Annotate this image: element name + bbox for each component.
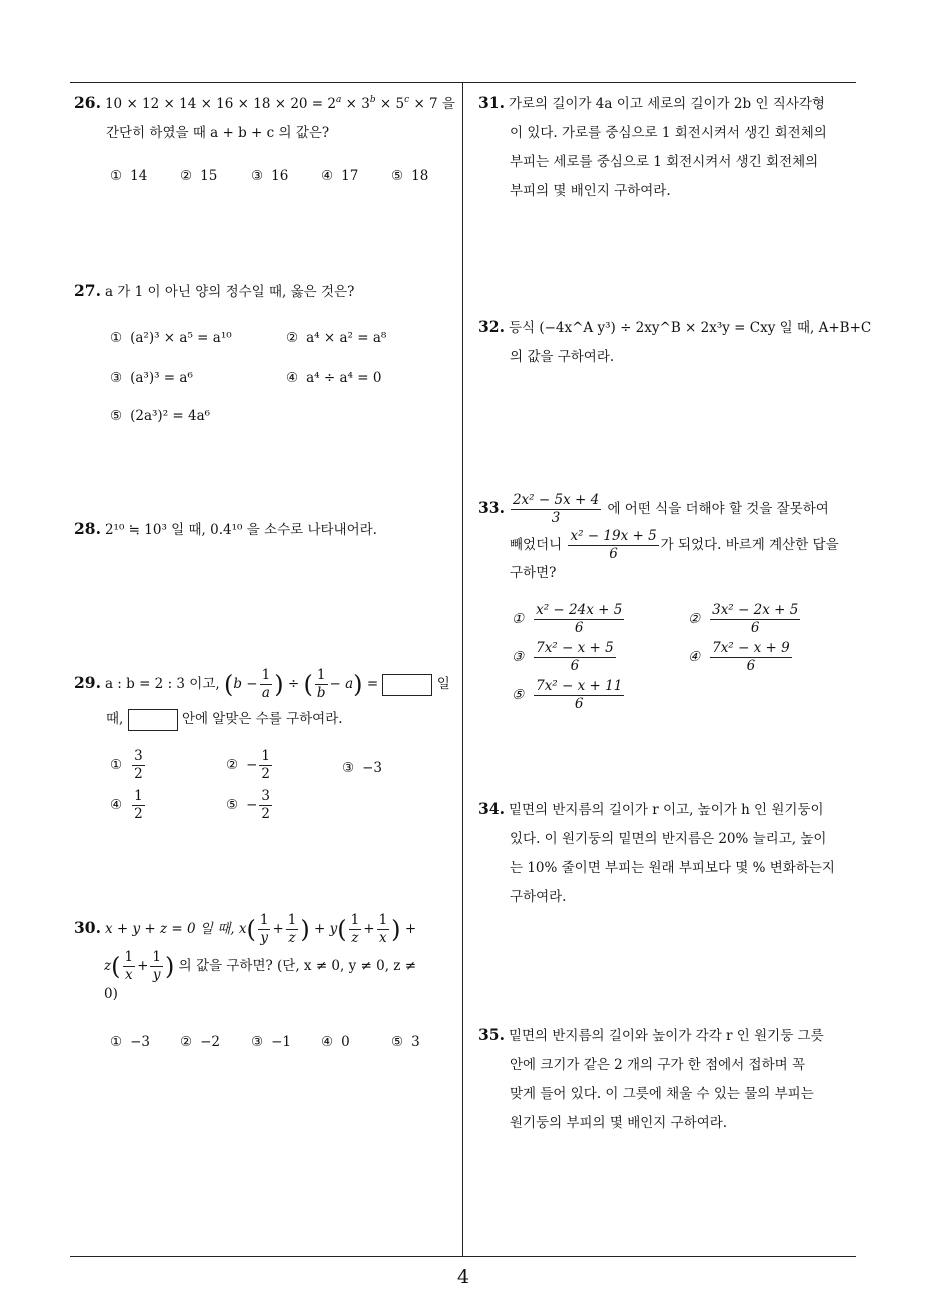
option-2[interactable]: ② 15 bbox=[180, 168, 218, 184]
option-1[interactable]: ① $\frac{3}{2}$ bbox=[110, 748, 143, 782]
question-26 bbox=[74, 88, 458, 148]
answer-box[interactable] bbox=[382, 674, 432, 696]
option-2[interactable]: ② − $\frac{1}{2}$ bbox=[226, 748, 271, 782]
question-number: 27. bbox=[74, 281, 101, 300]
option-5[interactable]: ⑤ $\frac{\text{7x² − x + 11}}{6}$ bbox=[512, 678, 623, 712]
q29-line2: 때, 안에 알맞은 수를 구하여라. bbox=[74, 702, 460, 736]
option-4[interactable]: ④ a⁴ ÷ a⁴ = 0 bbox=[286, 370, 382, 386]
option-3[interactable]: ③ 16 bbox=[251, 168, 289, 184]
question-27 bbox=[74, 276, 458, 307]
question-31: 31. 가로의 길이가 4a 이고 세로의 길이가 2b 인 직사각형 이 있다. 가로를 중심으로 1 회전시켜서 생긴 회전체의 부피는 세로를 중심으로 1 회전시켜서 생긴 회전체의 부피의 몇 배인지 구하여라. bbox=[478, 93, 827, 199]
question-number: 26. bbox=[74, 93, 101, 112]
question-32: 32. 등식 (−4x^A y³) ÷ 2xy^B × 2x³y = Cxy 일 때, A+B+C 의 값을 구하여라. bbox=[478, 317, 872, 365]
question-29: 29. a : b = 2 : 3 이고, (b − $\frac{1}{a}$ ) ÷ ( $\frac{1}{b}$ − a) = 일 때, 안에 알맞은 수를 구하여라. bbox=[74, 666, 460, 736]
q27-text: a 가 1 이 아닌 양의 정수일 때, 옳은 것은? bbox=[104, 284, 355, 300]
q26-line2: 간단히 하였을 때 a + b + c 의 값은? bbox=[106, 125, 330, 141]
option-5[interactable]: ⑤ − $\frac{3}{2}$ bbox=[226, 788, 271, 822]
question-number: 34. bbox=[478, 799, 505, 818]
option-3[interactable]: ③ $\frac{\text{7x² − x + 5}}{6}$ bbox=[512, 640, 614, 674]
option-4[interactable]: ④ 17 bbox=[321, 168, 359, 184]
option-2[interactable]: ② a⁴ × a² = a⁸ bbox=[286, 330, 387, 346]
option-4[interactable]: ④ $\frac{1}{2}$ bbox=[110, 788, 143, 822]
q29-ratio: a : b = 2 : 3 이고, bbox=[104, 676, 220, 692]
column-divider bbox=[462, 82, 463, 1256]
option-3[interactable]: ③ (a³)³ = a⁶ bbox=[110, 370, 193, 386]
question-number: 28. bbox=[74, 519, 101, 538]
question-30: 30. x + y + z = 0 일 때, x( $\frac{1}{y}$ + $\frac{1}{z}$ ) + y( $\frac{1}{z}$ + $\frac{1}{x}$ ) + z( $\frac{1}{x}$ + $\frac{1}{y}$ ) 의 값을 구하면? (단, x ≠ 0, y ≠ 0, z ≠ 0) bbox=[74, 910, 460, 1004]
page-number: 4 bbox=[456, 1266, 470, 1288]
question-34: 34. 밑면의 반지름의 길이가 r 이고, 높이가 h 인 원기둥이 있다. 이 원기둥의 밑면의 반지름은 20% 늘리고, 높이 는 10% 줄이면 부피는 원래 부피보다 몇 % 변화하는지 구하여라. bbox=[478, 799, 835, 905]
fraction: $\frac{1}{b}$ bbox=[316, 667, 326, 701]
question-28 bbox=[74, 514, 458, 545]
option-2[interactable]: ② −2 bbox=[180, 1034, 221, 1050]
option-4[interactable]: ④ $\frac{\text{7x² − x + 9}}{6}$ bbox=[688, 640, 790, 674]
option-1[interactable]: ① 14 bbox=[110, 168, 148, 184]
question-number: 29. bbox=[74, 673, 101, 692]
question-number: 32. bbox=[478, 317, 505, 336]
q30-tail2: 0) bbox=[104, 986, 118, 1002]
option-1[interactable]: ① $\frac{\text{x² − 24x + 5}}{6}$ bbox=[512, 602, 623, 636]
option-5[interactable]: ⑤ 3 bbox=[391, 1034, 420, 1050]
option-3[interactable]: ③ −1 bbox=[251, 1034, 292, 1050]
question-number: 30. bbox=[74, 918, 101, 937]
q30-tail: 의 값을 구하면? (단, x ≠ 0, y ≠ 0, z ≠ bbox=[178, 957, 417, 974]
question-number: 31. bbox=[478, 93, 505, 112]
question-35: 35. 밑면의 반지름의 길이와 높이가 각각 r 인 원기둥 그릇 안에 크기가 같은 2 개의 구가 한 점에서 접하며 꼭 맞게 들어 있다. 이 그릇에 채울 수 있는 물의 부피는 원기둥의 부피의 몇 배인지 구하여라. bbox=[478, 1025, 824, 1131]
option-5[interactable]: ⑤ 18 bbox=[391, 168, 429, 184]
top-rule bbox=[70, 82, 856, 83]
option-3[interactable]: ③ −3 bbox=[342, 760, 383, 776]
bottom-rule bbox=[70, 1256, 856, 1257]
question-number: 33. bbox=[478, 498, 505, 517]
question-33: 33. $\frac{\text{2x² − 5x + 4}}{3}$ 에 어떤 식을 더해야 할 것을 잘못하여 빼었더니 $\frac{\text{x² − 19x + 5}}{6}$ 가 되었다. 바르게 계산한 답을 구하면? bbox=[478, 492, 839, 581]
q28-text: 2¹⁰ ≒ 10³ 일 때, 0.4¹⁰ 을 소수로 나타내어라. bbox=[104, 522, 377, 538]
answer-box[interactable] bbox=[128, 709, 178, 731]
option-4[interactable]: ④ 0 bbox=[321, 1034, 350, 1050]
option-1[interactable]: ① (a²)³ × a⁵ = a¹⁰ bbox=[110, 330, 232, 346]
option-2[interactable]: ② $\frac{\text{3x² − 2x + 5}}{6}$ bbox=[688, 602, 799, 636]
option-1[interactable]: ① −3 bbox=[110, 1034, 151, 1050]
option-5[interactable]: ⑤ (2a³)² = 4a⁶ bbox=[110, 408, 211, 424]
q30-condition: x + y + z = 0 일 때, bbox=[104, 921, 235, 937]
q26-line1: $10 \times 12 \times 14 \times 16 \times 18 \times 20 = 2^a \times 3^b \times 5^c \times 7$ 을 bbox=[104, 95, 455, 112]
fraction: $\frac{1}{a}$ bbox=[261, 667, 271, 701]
question-number: 35. bbox=[478, 1025, 505, 1044]
